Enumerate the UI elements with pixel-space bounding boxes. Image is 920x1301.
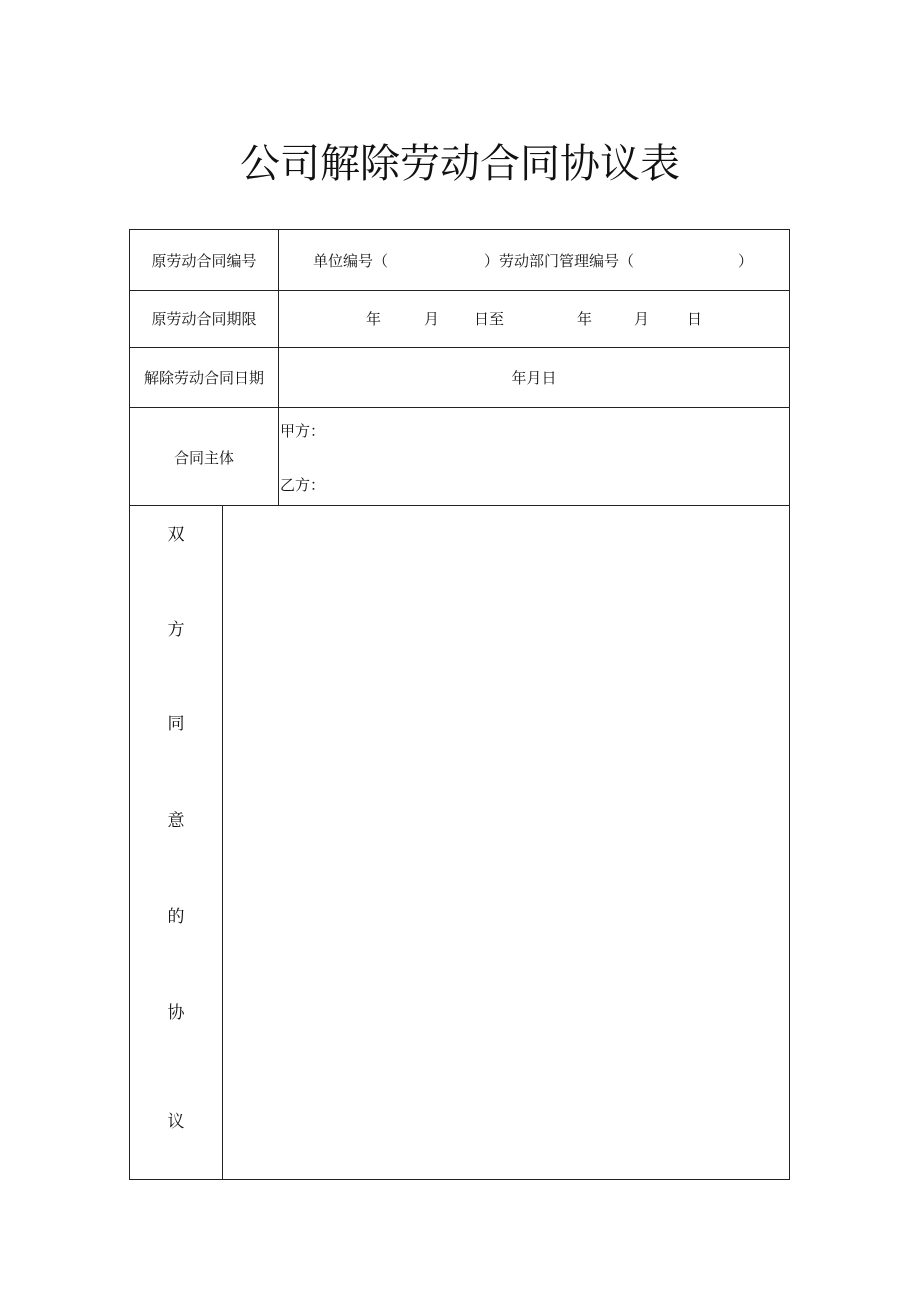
contract-parties-label: 合同主体 — [173, 449, 234, 467]
agreement-label-char: 意 — [167, 811, 185, 831]
term-start-month[interactable]: 月 — [424, 310, 440, 328]
agreement-content-area[interactable] — [223, 506, 789, 1179]
termination-date-label: 解除劳动合同日期 — [143, 369, 264, 387]
agreement-label-char: 协 — [167, 1003, 185, 1023]
agreement-label-char: 方 — [167, 620, 185, 640]
term-end-month[interactable]: 月 — [634, 310, 650, 328]
term-start-day-to[interactable]: 日至 — [474, 310, 505, 328]
agreement-label-char: 双 — [167, 525, 185, 545]
party-b-field[interactable]: 乙方： — [280, 476, 326, 494]
termination-form-table — [129, 229, 790, 1180]
contract-number-label: 原劳动合同编号 — [151, 252, 257, 270]
agreement-label-char: 的 — [167, 907, 185, 927]
term-end-day[interactable]: 日 — [687, 310, 703, 328]
row-divider — [130, 347, 789, 348]
form-title: 公司解除劳动合同协议表 — [240, 141, 680, 187]
unit-number-field[interactable]: 单位编号（ — [313, 252, 389, 270]
agreement-label-char: 议 — [167, 1112, 185, 1132]
agreement-label-char: 同 — [167, 714, 185, 734]
labor-dept-number-close: ） — [738, 252, 754, 270]
term-start-year[interactable]: 年 — [366, 310, 382, 328]
row-divider — [130, 407, 789, 408]
row-divider — [130, 290, 789, 291]
labor-dept-number-field[interactable]: ）劳动部门管理编号（ — [484, 252, 635, 270]
contract-term-label: 原劳动合同期限 — [151, 310, 257, 328]
party-a-field[interactable]: 甲方： — [280, 422, 326, 440]
term-end-year[interactable]: 年 — [577, 310, 593, 328]
termination-date-field[interactable]: 年月日 — [511, 369, 557, 387]
